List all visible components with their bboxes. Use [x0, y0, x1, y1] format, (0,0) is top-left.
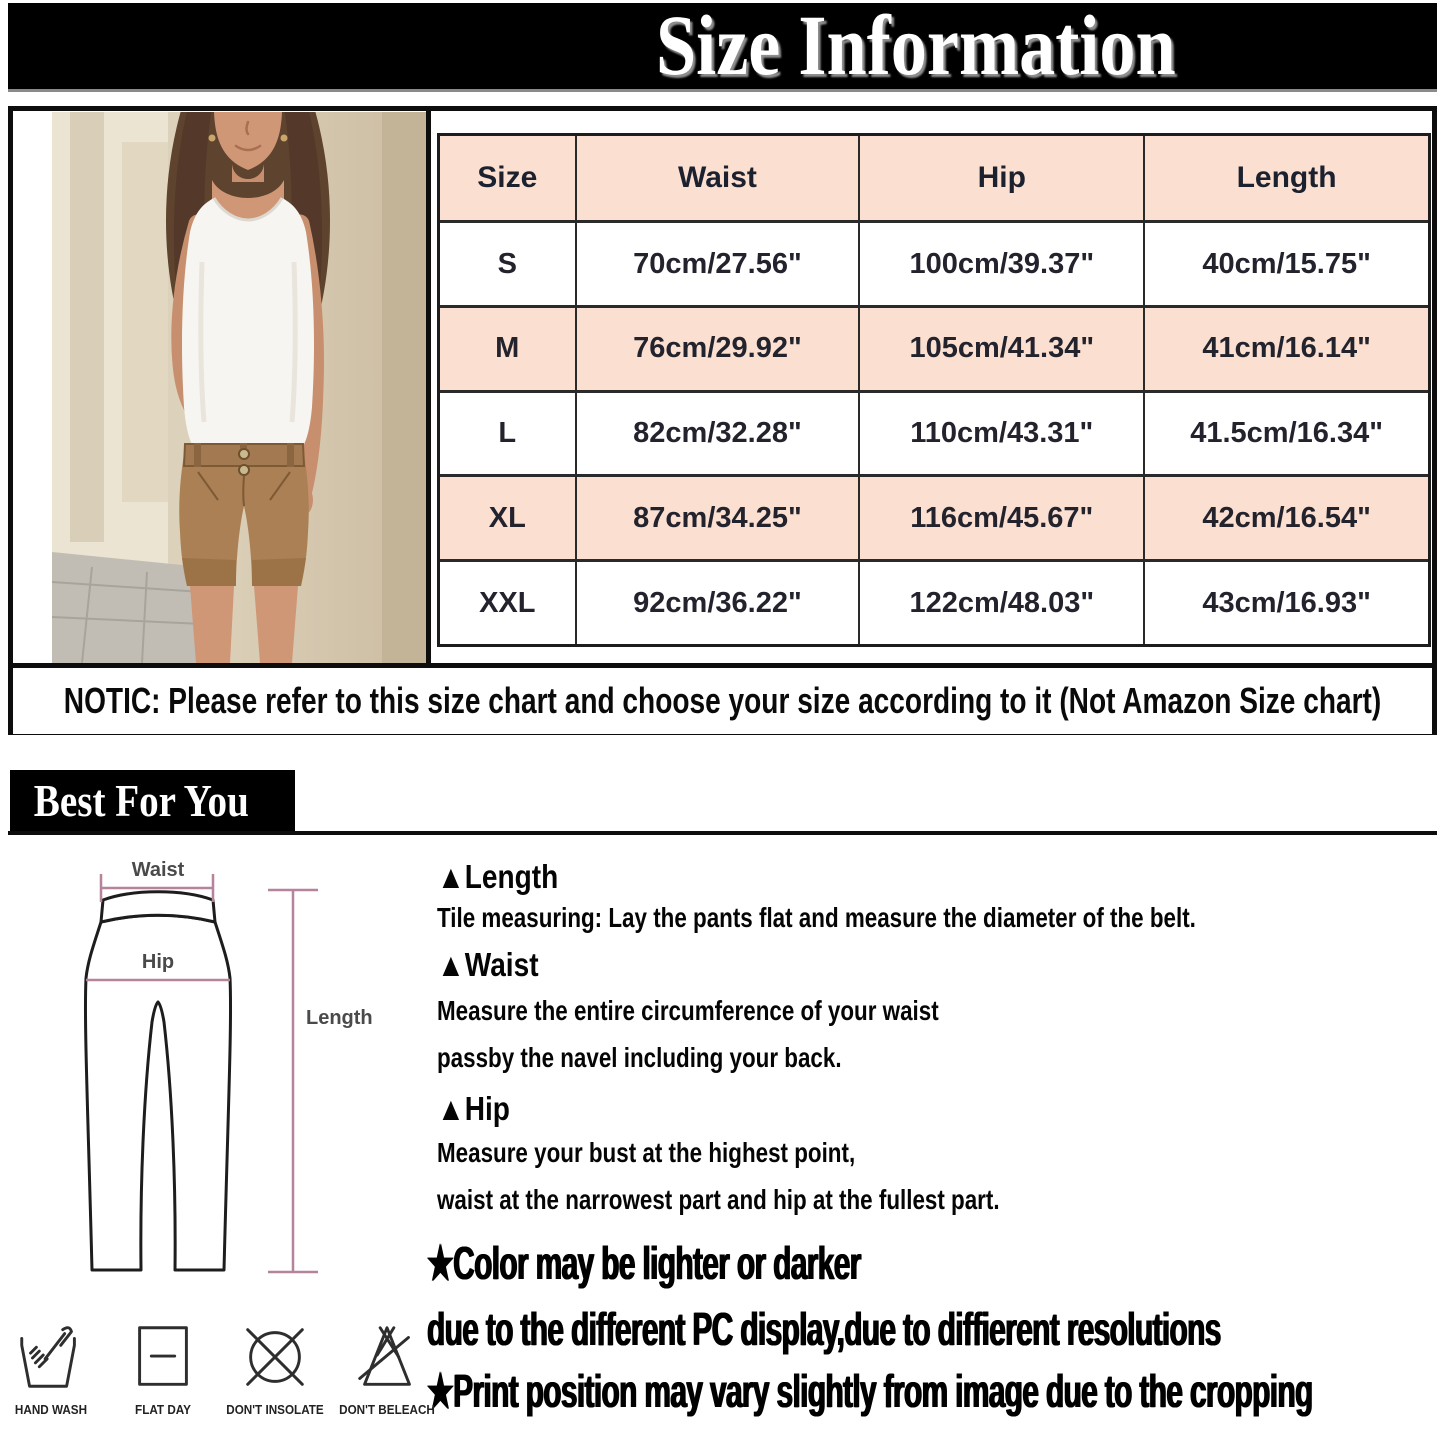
cell-hip: 110cm/43.31": [860, 393, 1145, 475]
cell-length: 41cm/16.14": [1202, 332, 1371, 365]
dont-insolate-icon: [236, 1318, 314, 1396]
hip-line-1: Measure your bust at the highest point,: [437, 1137, 856, 1168]
model-photo-illustration: [52, 112, 428, 663]
table-row: [440, 562, 1428, 644]
dont-bleach-icon: [348, 1318, 426, 1396]
waist-line-1: Measure the entire circumference of your waist: [437, 995, 939, 1026]
notice-text: NOTIC: Please refer to this size chart and choose your size according to it (Not Amazon Size chart): [63, 680, 1382, 721]
care-flat-dry: [108, 1318, 218, 1417]
cell-waist: 92cm/36.22": [577, 562, 861, 644]
note-display: due to the different PC display,due to diffierent resolutions: [427, 1303, 1221, 1355]
care-hand-wash: [0, 1318, 106, 1417]
care-label-hand-wash: HAND WASH: [14, 1402, 88, 1417]
page-title: Size Information: [656, 0, 1176, 93]
top-banner: [8, 0, 1437, 93]
size-table-header-row: [440, 136, 1428, 223]
panel-divider: [426, 111, 431, 663]
table-row: [440, 393, 1428, 478]
cell-hip: 100cm/39.37": [860, 223, 1145, 305]
size-table: [437, 133, 1431, 647]
hip-heading: ▲Hip: [437, 1090, 510, 1127]
section-divider: [8, 831, 1437, 835]
section-title: Best For You: [33, 775, 249, 826]
notice-bar: [13, 663, 1432, 734]
cell-size: L: [440, 393, 577, 475]
cell-size: S: [440, 223, 577, 305]
care-label-flat-dry: FLAT DAY: [135, 1402, 191, 1417]
product-photo: [52, 112, 428, 663]
care-dont-insolate: [220, 1318, 330, 1417]
length-heading: ▲Length: [437, 858, 559, 895]
cell-size: M: [440, 308, 577, 390]
best-for-you-banner: [10, 770, 295, 834]
length-line-1: Tile measuring: Lay the pants flat and measure the diameter of the belt.: [437, 902, 1196, 933]
care-dont-bleach: [332, 1318, 442, 1417]
care-label-dont-bleach: DON'T BELEACH: [339, 1402, 435, 1417]
cell-hip: 116cm/45.67": [860, 477, 1145, 559]
hip-label: Hip: [141, 951, 175, 973]
cell-waist: 76cm/29.92": [577, 308, 861, 390]
cell-length: 41.5cm/16.34": [1190, 417, 1383, 450]
note-print: ★Print position may vary slightly from image due to the cropping: [427, 1365, 1313, 1417]
cell-size: XXL: [440, 562, 577, 644]
header-length: Length: [1236, 161, 1337, 195]
hand-wash-icon: [12, 1318, 90, 1396]
note-color: ★Color may be lighter or darker: [427, 1237, 861, 1289]
size-table-body: [440, 223, 1428, 644]
header-waist: Waist: [577, 136, 861, 220]
waist-line-2: passby the navel including your back.: [437, 1042, 842, 1073]
waist-heading: ▲Waist: [437, 946, 539, 983]
header-size: Size: [440, 136, 577, 220]
waist-label: Waist: [131, 859, 185, 881]
cell-length: 40cm/15.75": [1202, 247, 1371, 280]
cell-length: 42cm/16.54": [1202, 501, 1371, 534]
header-hip: Hip: [860, 136, 1145, 220]
flat-dry-icon: [124, 1318, 202, 1396]
cell-waist: 87cm/34.25": [577, 477, 861, 559]
table-row: [440, 223, 1428, 308]
cell-hip: 122cm/48.03": [860, 562, 1145, 644]
hip-line-2: waist at the narrowest part and hip at the fullest part.: [437, 1184, 1000, 1215]
cell-waist: 82cm/32.28": [577, 393, 861, 475]
cell-hip: 105cm/41.34": [860, 308, 1145, 390]
cell-length: 43cm/16.93": [1202, 586, 1371, 619]
pants-measurement-diagram: [48, 852, 420, 1292]
cell-waist: 70cm/27.56": [577, 223, 861, 305]
length-label: Length: [306, 1007, 373, 1029]
table-row: [440, 308, 1428, 393]
care-label-dont-insolate: DON'T INSOLATE: [226, 1402, 324, 1417]
cell-size: XL: [440, 477, 577, 559]
table-row: [440, 477, 1428, 562]
